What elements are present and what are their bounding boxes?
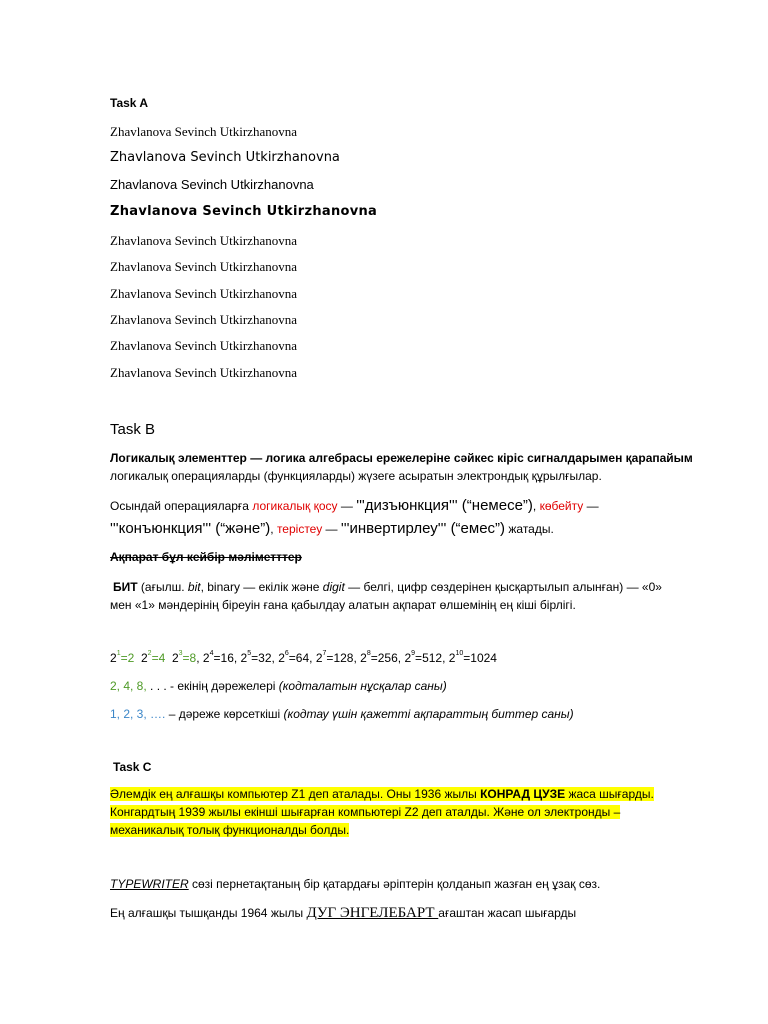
operations-line-2: [110, 520, 554, 538]
degrees-line: [110, 679, 447, 693]
power-base: 2: [360, 651, 367, 665]
power-exponent: 10: [455, 650, 464, 657]
ops-conjunction: '''конъюнкция''' (“және”): [110, 520, 271, 537]
power-separator: ,: [397, 651, 405, 665]
power-exponent: 1: [116, 650, 121, 657]
ops-sep-1: —: [337, 499, 357, 513]
exponent-numbers: 1, 2, 3, ….: [110, 707, 166, 721]
power-base: 2: [278, 651, 285, 665]
power-value: 32: [258, 651, 272, 665]
ops-comma-1: ,: [532, 499, 540, 513]
power-value: 512: [422, 651, 443, 665]
degrees-italic: (кодталатын нұсқалар саны): [278, 679, 447, 693]
power-equals: =: [288, 651, 296, 665]
power-exponent: 5: [247, 650, 252, 657]
info-heading: Ақпарат бұл кейбір мәліметттер: [110, 550, 302, 564]
degrees-numbers: 2, 4, 8,: [110, 679, 147, 693]
typewriter-word: TYPEWRITER: [110, 877, 189, 891]
highlight-text-2: Конгардтың 1939 жылы екінші шығарған компьютері Z2 деп аталды. Және ол электронды –: [110, 805, 621, 819]
power-exponent: 4: [209, 650, 214, 657]
task-b-title: Task B: [110, 421, 156, 438]
power-term: [241, 651, 272, 665]
bit-line-2: мен «1» мәндерінің біреуін ғана қабылдау алатын ақпарат өлшемінің ең кіші бірлігі.: [110, 598, 576, 612]
power-equals: =: [213, 651, 221, 665]
definition-text-1: Логикалық элементтер — логика алгебрасы ережелеріне сәйкес кіріс сигналдарымен қарапайым: [110, 451, 693, 465]
power-equals: =: [326, 651, 334, 665]
power-equals: =: [151, 651, 159, 665]
power-base: 2: [448, 651, 456, 665]
exponent-dash: –: [165, 707, 179, 721]
ops-inversion: '''инвертирлеу''' (“емес”): [340, 520, 506, 537]
power-separator: [165, 651, 172, 665]
power-term: [360, 651, 398, 665]
power-base: 2: [315, 651, 323, 665]
power-base: 2: [202, 651, 210, 665]
ops-sep-3: —: [322, 522, 341, 536]
ops-negation: терістеу: [276, 522, 323, 536]
power-value: 16: [220, 651, 234, 665]
name-line-3: Zhavlanova Sevinch Utkirzhanovna: [110, 177, 314, 192]
name-line-9: Zhavlanova Sevinch Utkirzhanovna: [110, 338, 297, 353]
power-value: 64: [295, 651, 310, 665]
task-a-title: Task A: [110, 96, 149, 110]
typewriter-text: сөзі пернетақтаның бір қатардағы әріптерін қолданып жазған ең ұзақ сөз.: [188, 877, 601, 891]
power-value: 1024: [470, 651, 497, 665]
name-line-5: Zhavlanova Sevinch Utkirzhanovna: [110, 233, 297, 248]
highlight-line-2: [110, 805, 620, 819]
definition-line-2: логикалық операцияларды (функцияларды) жүзеге асыратын электрондық құрылғылар.: [110, 469, 602, 483]
power-exponent: 6: [284, 650, 289, 657]
degrees-text: екінің дәрежелері: [177, 679, 279, 693]
ops-sep-2: —: [583, 499, 599, 513]
power-exponent: 2: [147, 650, 152, 657]
task-c-title: Task C: [113, 760, 152, 774]
power-exponent: 9: [411, 650, 416, 657]
power-term: [316, 651, 354, 665]
highlight-text-1c: жаса шығарды.: [565, 787, 654, 801]
operations-line-1: [110, 497, 599, 515]
power-base: 2: [171, 651, 179, 665]
power-term: [404, 651, 442, 665]
power-value: 128: [333, 651, 354, 665]
bit-text-1: (ағылш.: [137, 580, 188, 594]
power-term: [278, 651, 309, 665]
power-separator: ,: [442, 651, 449, 665]
bit-italic-1: bit: [187, 580, 201, 594]
power-base: 2: [404, 651, 412, 665]
bit-text-3: — белгі, цифр сөздерінен қысқартылып алынған) — «0»: [344, 580, 662, 594]
bit-line-1: [113, 580, 662, 594]
ops-comma-2: ,: [270, 522, 277, 536]
ops-logical-add: логикалық қосу: [252, 499, 338, 513]
exponent-italic: (кодтау үшін қажетті ақпараттың биттер саны): [283, 707, 574, 721]
power-term: [449, 651, 497, 665]
power-equals: =: [182, 651, 190, 665]
highlight-text-1b: КОНРАД ЦУЗЕ: [480, 787, 566, 801]
power-separator: ,: [309, 651, 316, 665]
power-value: 2: [127, 651, 135, 665]
highlight-text-1a: Әлемдік ең алғашқы компьютер Z1 деп аталады. Оны 1936 жылы: [110, 787, 481, 801]
bit-italic-2: digit: [322, 580, 345, 594]
bit-text-2: , binary — екілік және: [200, 580, 323, 594]
power-value: 4: [158, 651, 166, 665]
highlight-line-3: [110, 823, 349, 837]
power-separator: ,: [271, 651, 279, 665]
ops-disjunction: '''дизъюнкция''' (“немесе”): [356, 497, 533, 514]
name-line-2: Zhavlanova Sevinch Utkirzhanovna: [110, 150, 340, 165]
powers-line: [110, 651, 497, 665]
power-separator: ,: [196, 651, 203, 665]
power-separator: [134, 651, 141, 665]
highlight-text-3: механикалық толық функционалды болды.: [110, 823, 350, 837]
name-line-10: Zhavlanova Sevinch Utkirzhanovna: [110, 365, 297, 380]
ops-multiply: көбейту: [539, 499, 584, 513]
power-separator: ,: [233, 651, 241, 665]
power-base: 2: [110, 651, 117, 665]
name-line-8: Zhavlanova Sevinch Utkirzhanovna: [110, 312, 297, 327]
mouse-text-1: Ең алғашқы тышқанды 1964 жылы: [110, 906, 307, 920]
power-term: [110, 651, 134, 665]
power-exponent: 8: [366, 650, 371, 657]
exponent-text: дәреже көрсеткіші: [178, 707, 284, 721]
power-equals: =: [415, 651, 423, 665]
typewriter-line: [110, 877, 600, 891]
power-term: [203, 651, 234, 665]
mouse-line: [110, 904, 576, 922]
power-separator: ,: [353, 651, 361, 665]
power-equals: =: [463, 651, 471, 665]
power-equals: =: [120, 651, 128, 665]
mouse-inventor: ДУГ ЭНГЕЛЕБАРТ: [306, 905, 439, 921]
power-equals: =: [251, 651, 259, 665]
mouse-text-2: ағаштан жасап шығарды: [438, 906, 577, 920]
ops-end: жатады.: [505, 522, 554, 536]
degrees-dots: . . . -: [146, 679, 178, 693]
power-exponent: 7: [322, 650, 327, 657]
ops-intro: Осындай операцияларға: [110, 499, 253, 513]
power-value: 8: [189, 651, 197, 665]
power-term: [141, 651, 165, 665]
power-base: 2: [240, 651, 248, 665]
highlight-line-1: [110, 787, 654, 801]
name-line-4: Zhavlanova Sevinch Utkirzhanovna: [110, 204, 378, 219]
power-equals: =: [370, 651, 378, 665]
bit-word: БИТ: [113, 580, 138, 594]
exponent-line: [110, 707, 574, 721]
power-base: 2: [140, 651, 148, 665]
name-line-1: Zhavlanova Sevinch Utkirzhanovna: [110, 124, 297, 139]
power-term: [172, 651, 196, 665]
definition-line-1: [110, 451, 693, 465]
name-line-7: Zhavlanova Sevinch Utkirzhanovna: [110, 286, 297, 301]
power-exponent: 3: [178, 650, 183, 657]
name-line-6: Zhavlanova Sevinch Utkirzhanovna: [110, 259, 297, 274]
power-value: 256: [377, 651, 398, 665]
